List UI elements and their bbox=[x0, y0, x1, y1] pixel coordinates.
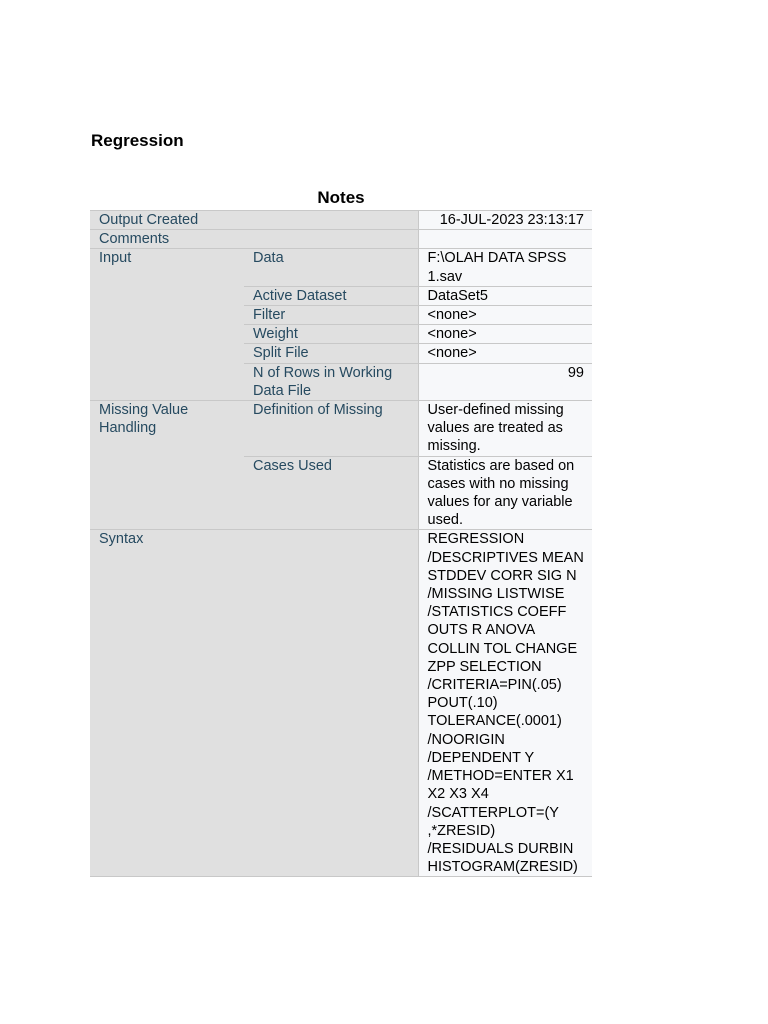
row-value-data: F:\OLAH DATA SPSS 1.sav bbox=[418, 249, 592, 286]
row-label-definition-of-missing: Definition of Missing bbox=[244, 401, 418, 457]
row-label-comments: Comments bbox=[90, 230, 418, 249]
row-label-filter: Filter bbox=[244, 306, 418, 325]
row-label-data: Data bbox=[244, 249, 418, 286]
table-row-syntax bbox=[90, 530, 592, 877]
table-row-comments bbox=[90, 230, 592, 249]
row-value-cases-used: Statistics are based on cases with no missing values for any variable used. bbox=[418, 456, 592, 530]
row-label-syntax: Syntax bbox=[90, 530, 418, 877]
row-value-n-rows: 99 bbox=[418, 363, 592, 400]
row-value-weight: <none> bbox=[418, 325, 592, 344]
table-row-output-created bbox=[90, 211, 592, 230]
notes-table-title: Notes bbox=[317, 188, 365, 207]
row-label-split-file: Split File bbox=[244, 344, 418, 363]
row-label-output-created: Output Created bbox=[90, 211, 418, 230]
row-value-filter: <none> bbox=[418, 306, 592, 325]
row-value-split-file: <none> bbox=[418, 344, 592, 363]
row-group-label-input: Input bbox=[90, 249, 244, 401]
row-value-syntax: REGRESSION /DESCRIPTIVES MEAN STDDEV CORR SIG N /MISSING LISTWISE /STATISTICS COEFF OUTS R ANOVA COLLIN TOL CHANGE ZPP SELECTION /CRITERIA=PIN(.05) POUT(.10) TOLERANCE(.0001) /NOORIGIN /DEPENDENT Y /METHOD=ENTER X1 X2 X3 X4 /SCATTERPLOT=(Y ,*ZRESID) /RESIDUALS DURBIN HISTOGRAM(ZRESID) bbox=[418, 530, 592, 877]
row-label-n-rows: N of Rows in Working Data File bbox=[244, 363, 418, 400]
notes-table bbox=[90, 210, 592, 877]
row-label-active-dataset: Active Dataset bbox=[244, 286, 418, 305]
section-title: Regression bbox=[91, 131, 184, 150]
row-value-output-created: 16-JUL-2023 23:13:17 bbox=[418, 211, 592, 230]
row-value-comments bbox=[418, 230, 592, 249]
row-value-definition-of-missing: User-defined missing values are treated as missing. bbox=[418, 401, 592, 457]
table-row-definition-of-missing bbox=[90, 401, 592, 457]
row-label-weight: Weight bbox=[244, 325, 418, 344]
row-label-cases-used: Cases Used bbox=[244, 456, 418, 530]
table-row-input-data bbox=[90, 249, 592, 286]
notes-table-wrapper bbox=[90, 187, 592, 877]
row-value-active-dataset: DataSet5 bbox=[418, 286, 592, 305]
row-group-label-missing: Missing Value Handling bbox=[90, 401, 244, 530]
